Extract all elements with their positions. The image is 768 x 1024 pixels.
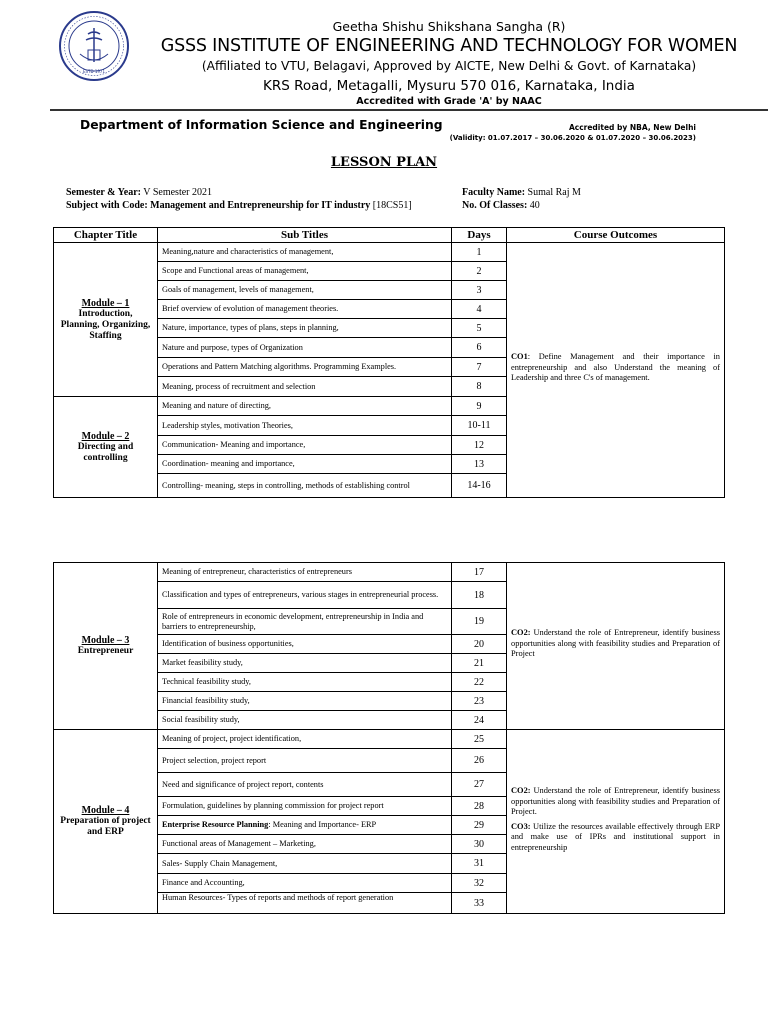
module-3-cell	[54, 563, 158, 730]
days-value: 27	[452, 773, 507, 797]
course-outcome-cell-3	[507, 730, 725, 914]
co-text: Utilize the resources available effectively through ERP and make use of IPRs and institutional support in entrepreneurship	[511, 821, 720, 852]
days-value: 32	[452, 874, 507, 893]
subject-label: Subject with Code: Management and Entrepreneurship for IT industry	[66, 200, 371, 211]
sub-title: Formulation, guidelines by planning commission for project report	[158, 797, 452, 816]
days-value: 23	[452, 692, 507, 711]
affiliation-line: (Affiliated to VTU, Belagavi, Approved by AICTE, New Delhi & Govt. of Karnataka)	[201, 59, 697, 73]
days-value: 26	[452, 749, 507, 773]
module-name: Introduction, Planning, Organizing, Staffing	[60, 308, 151, 341]
co-text: Understand the role of Entrepreneur, identify business opportunities along with feasibility studies and Preparation of Project.	[511, 786, 720, 816]
days-value: 19	[452, 609, 507, 635]
sub-title: Technical feasibility study,	[158, 673, 452, 692]
days-value: 29	[452, 816, 507, 835]
days-value: 2	[452, 262, 507, 281]
erp-rest: : Meaning and Importance- ERP	[268, 820, 377, 830]
table-row	[54, 730, 725, 749]
logo-estd-text: ESTD 1971	[82, 69, 106, 74]
sub-title: Communication- Meaning and importance,	[158, 436, 452, 455]
sub-title: Nature, importance, types of plans, steps in planning,	[158, 319, 452, 338]
sub-title: Social feasibility study,	[158, 711, 452, 730]
sub-title: Classification and types of entrepreneurs, various stages in entrepreneurial process.	[158, 582, 452, 609]
sub-title: Controlling- meaning, steps in controlling, methods of establishing control	[158, 474, 452, 498]
sub-title: Coordination- meaning and importance,	[158, 455, 452, 474]
sub-title: Scope and Functional areas of management,	[158, 262, 452, 281]
module-1-cell	[54, 243, 158, 397]
header-divider	[50, 109, 768, 111]
nba-line-2: (Validity: 01.07.2017 – 30.06.2020 & 01.07.2020 – 30.06.2023)	[449, 134, 696, 142]
co-code: CO3:	[511, 821, 531, 831]
days-value: 4	[452, 300, 507, 319]
institute-logo-icon	[58, 10, 130, 82]
erp-label: Enterprise Resource Planning	[162, 820, 269, 830]
semester-value: V Semester 2021	[140, 187, 212, 198]
sub-title: Financial feasibility study,	[158, 692, 452, 711]
days-value: 8	[452, 377, 507, 397]
days-value: 13	[452, 455, 507, 474]
course-outcome-cell-1	[507, 243, 725, 498]
sub-title	[158, 816, 452, 835]
module-title: Module – 3	[81, 635, 130, 646]
address-line: KRS Road, Metagalli, Mysuru 570 016, Karnataka, India	[263, 78, 635, 94]
module-title: Module – 4	[81, 805, 130, 816]
days-value: 24	[452, 711, 507, 730]
days-value: 3	[452, 281, 507, 300]
module-name: Directing and controlling	[77, 441, 134, 463]
days-value: 9	[452, 397, 507, 416]
days-value: 22	[452, 673, 507, 692]
days-value: 7	[452, 358, 507, 377]
header-chapter-title: Chapter Title	[54, 228, 158, 243]
co-code: CO2:	[511, 628, 531, 638]
days-value: 31	[452, 854, 507, 874]
course-outcome-cell-2	[507, 563, 725, 730]
semester-label: Semester & Year:	[66, 187, 141, 198]
sub-title: Need and significance of project report, contents	[158, 773, 452, 797]
classes-line	[462, 200, 540, 211]
naac-line: Accredited with Grade 'A' by NAAC	[356, 96, 542, 107]
sub-title: Meaning,nature and characteristics of management,	[158, 243, 452, 262]
days-value: 17	[452, 563, 507, 582]
co-text: : Define Management and their importance in entrepreneurship and also Understand the meaning of Leadership and three C's of management.	[511, 352, 720, 383]
faculty-value: Sumal Raj M	[525, 187, 581, 198]
days-value: 6	[452, 338, 507, 358]
header-days: Days	[452, 228, 507, 243]
co-code: CO1	[511, 352, 528, 362]
days-value: 28	[452, 797, 507, 816]
sub-title: Meaning and nature of directing,	[158, 397, 452, 416]
sub-title: Meaning, process of recruitment and selection	[158, 377, 452, 397]
sub-title: Meaning of project, project identification,	[158, 730, 452, 749]
days-value: 20	[452, 635, 507, 654]
module-name: Preparation of project and ERP	[60, 816, 151, 837]
co-code: CO2:	[511, 786, 531, 795]
sub-title: Identification of business opportunities,	[158, 635, 452, 654]
sub-title: Meaning of entrepreneur, characteristics of entrepreneurs	[158, 563, 452, 582]
days-value: 25	[452, 730, 507, 749]
days-value: 5	[452, 319, 507, 338]
page-title: LESSON PLAN	[330, 155, 438, 170]
days-value: 33	[452, 893, 507, 914]
faculty-line	[462, 187, 581, 198]
nba-line-1: Accredited by NBA, New Delhi	[568, 123, 696, 132]
sub-title: Sales- Supply Chain Management,	[158, 854, 452, 874]
days-value: 30	[452, 835, 507, 854]
days-value: 10-11	[452, 416, 507, 436]
lesson-plan-table-2	[53, 562, 725, 914]
sub-title: Goals of management, levels of management,	[158, 281, 452, 300]
subject-code: [18CS51]	[370, 200, 412, 211]
sub-title: Nature and purpose, types of Organization	[158, 338, 452, 358]
days-value: 14-16	[452, 474, 507, 498]
classes-label: No. Of Classes:	[462, 200, 528, 211]
co-text: Understand the role of Entrepreneur, identify business opportunities along with feasibility studies and Preparation of Project	[511, 628, 720, 659]
nba-accreditation	[450, 123, 696, 142]
module-title: Module – 1	[81, 297, 130, 309]
sub-title: Project selection, project report	[158, 749, 452, 773]
sub-title: Market feasibility study,	[158, 654, 452, 673]
header-sub-titles: Sub Titles	[158, 228, 452, 243]
table-row	[54, 563, 725, 582]
days-value: 1	[452, 243, 507, 262]
sub-title: Functional areas of Management – Marketing,	[158, 835, 452, 854]
module-name: Entrepreneur	[77, 646, 134, 656]
subject-line	[66, 200, 412, 211]
sub-title: Role of entrepreneurs in economic development, entrepreneurship in India and barriers to entrepreneurship,	[158, 609, 452, 635]
sub-title: Brief overview of evolution of management theories.	[158, 300, 452, 319]
classes-value: 40	[527, 200, 540, 211]
sub-title: Operations and Pattern Matching algorithms. Programming Examples.	[158, 358, 452, 377]
semester-line	[66, 187, 212, 198]
sangha-name: Geetha Shishu Shikshana Sangha (R)	[332, 19, 566, 34]
days-value: 18	[452, 582, 507, 609]
header-course-outcomes: Course Outcomes	[507, 228, 725, 243]
faculty-label: Faculty Name:	[462, 187, 526, 198]
sub-title: Finance and Accounting,	[158, 874, 452, 893]
department-title: Department of Information Science and Engineering	[80, 118, 443, 132]
table-header-row	[54, 228, 725, 243]
sub-title: Human Resources- Types of reports and methods of report generation	[158, 893, 452, 914]
sub-title: Leadership styles, motivation Theories,	[158, 416, 452, 436]
institute-name: GSSS INSTITUTE OF ENGINEERING AND TECHNOLOGY FOR WOMEN	[160, 36, 738, 56]
days-value: 12	[452, 436, 507, 455]
days-value: 21	[452, 654, 507, 673]
module-title: Module – 2	[81, 430, 130, 442]
lesson-plan-table-1	[53, 227, 725, 498]
table-row	[54, 243, 725, 262]
module-4-cell	[54, 730, 158, 914]
module-2-cell	[54, 397, 158, 498]
